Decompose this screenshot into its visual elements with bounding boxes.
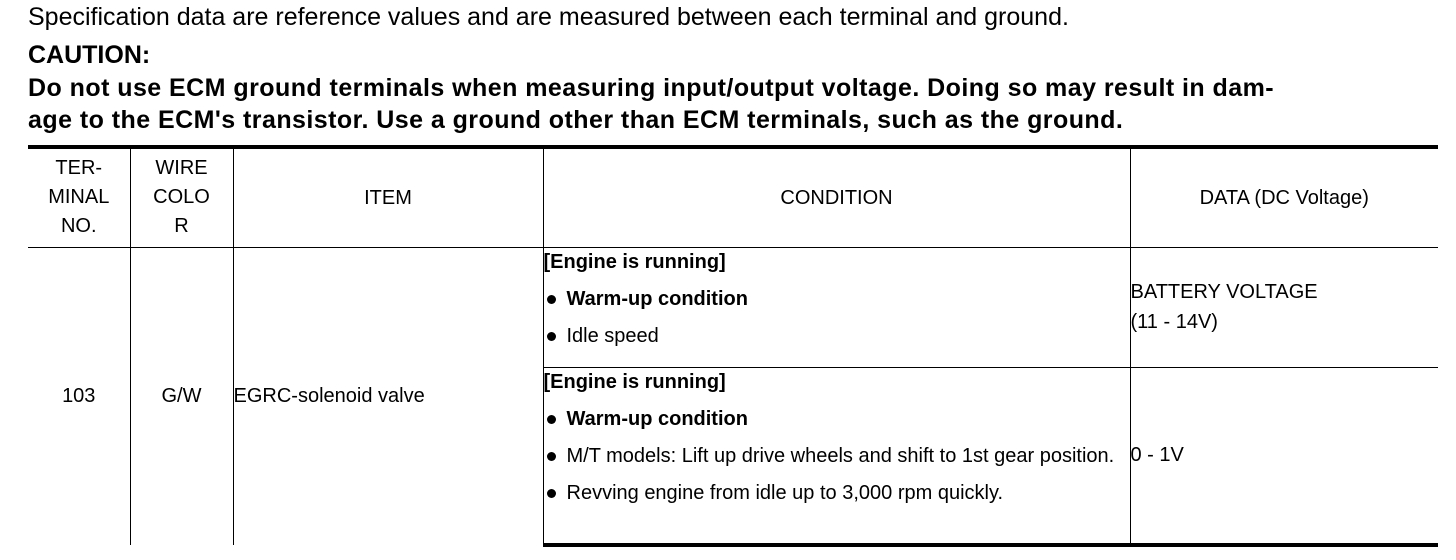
data-value: 0 - 1V xyxy=(1130,444,1184,467)
condition-bullet: Warm-up condition xyxy=(544,285,1130,313)
condition-cell xyxy=(543,247,1130,367)
header-data: DATA (DC Voltage) xyxy=(1130,147,1438,247)
condition-bullet: Warm-up condition xyxy=(544,405,1130,433)
terminal-no-cell: 103 xyxy=(28,247,130,545)
header-terminal-no: TER- MINAL NO. xyxy=(28,147,130,247)
caution-line: Do not use ECM ground terminals when measuring input/output voltage. Doing so may result in dam- xyxy=(28,74,1275,102)
intro-text: Specification data are reference values and are measured between each terminal and ground. xyxy=(28,3,1069,31)
condition-heading: [Engine is running] xyxy=(543,370,726,393)
header-condition: CONDITION xyxy=(543,147,1130,247)
item-cell: EGRC-solenoid valve xyxy=(233,247,543,545)
data-cell xyxy=(1130,367,1438,545)
header-wire-color: WIRE COLO R xyxy=(130,147,233,247)
data-cell xyxy=(1130,247,1438,367)
caution-text xyxy=(28,72,1428,136)
condition-bullet: M/T models: Lift up drive wheels and shift to 1st gear position. xyxy=(544,442,1130,470)
header-item: ITEM xyxy=(233,147,543,247)
condition-bullet: Revving engine from idle up to 3,000 rpm quickly. xyxy=(544,479,1130,507)
table-header-row xyxy=(28,147,1438,247)
caution-title: CAUTION: xyxy=(28,41,151,69)
table-row xyxy=(28,247,1438,367)
wire-color-cell: G/W xyxy=(130,247,233,545)
caution-line: age to the ECM's transistor. Use a ground other than ECM terminals, such as the ground. xyxy=(28,106,1124,134)
data-value: (11 - 14V) xyxy=(1130,311,1218,333)
condition-heading: [Engine is running] xyxy=(543,250,726,273)
condition-cell xyxy=(543,367,1130,545)
data-value: BATTERY VOLTAGE xyxy=(1130,281,1318,303)
condition-bullet: Idle speed xyxy=(544,322,1130,350)
terminal-spec-table xyxy=(28,145,1438,547)
